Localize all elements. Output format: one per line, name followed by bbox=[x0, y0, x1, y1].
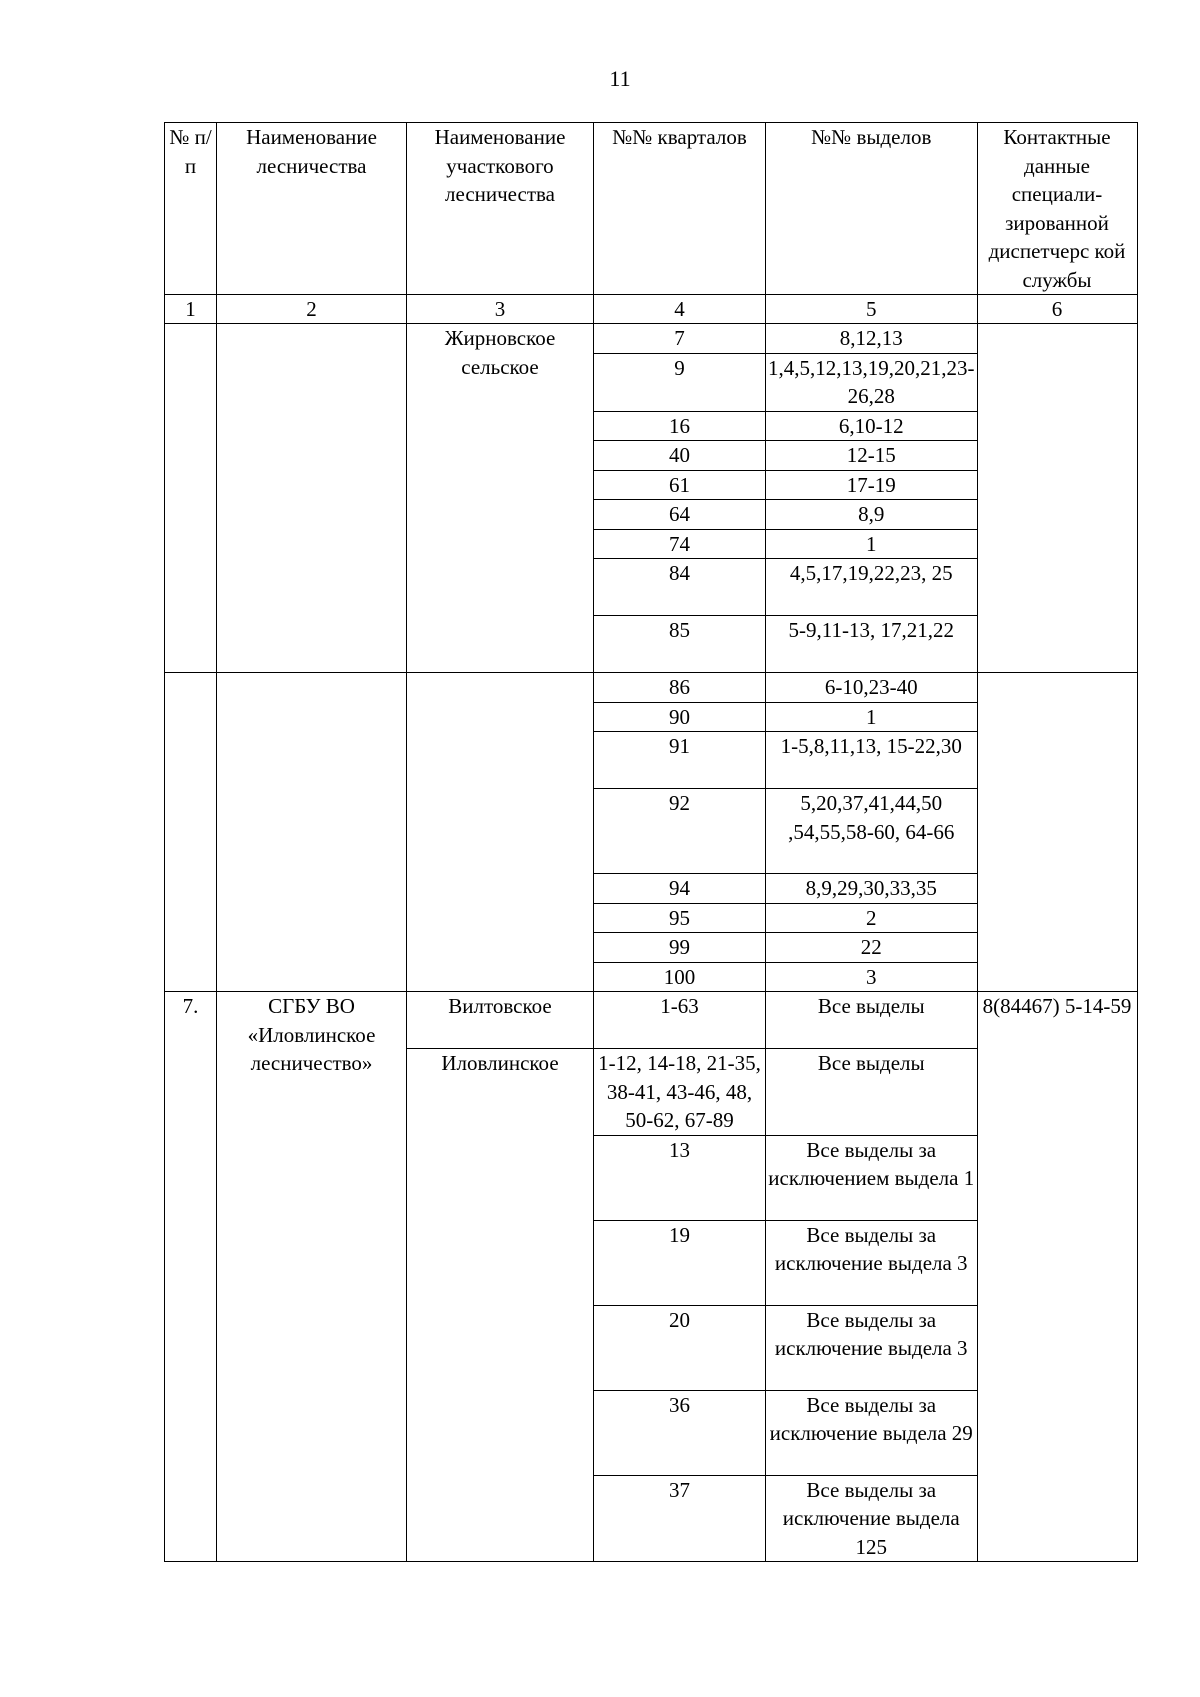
quarter-number: 100 bbox=[594, 962, 766, 992]
header-district: Наименование участкового лесничества bbox=[407, 123, 594, 295]
forestry-table bbox=[164, 122, 1138, 1562]
plot-numbers: 4,5,17,19,22,23, 25 bbox=[766, 559, 978, 616]
header-num: № п/п bbox=[165, 123, 217, 295]
column-number: 5 bbox=[766, 295, 978, 324]
empty-cell bbox=[217, 324, 407, 673]
quarter-number: 9 bbox=[594, 353, 766, 411]
quarter-number: 90 bbox=[594, 702, 766, 732]
empty-cell bbox=[165, 324, 217, 673]
header-plots: №№ выделов bbox=[766, 123, 978, 295]
table-row bbox=[165, 673, 1138, 703]
quarter-number: 99 bbox=[594, 933, 766, 963]
plot-numbers: 22 bbox=[766, 933, 978, 963]
plot-numbers: 1-5,8,11,13, 15-22,30 bbox=[766, 732, 978, 789]
quarter-number: 40 bbox=[594, 441, 766, 471]
empty-cell bbox=[217, 673, 407, 992]
header-contacts: Контактные данные специали-зированной диспетчерс кой службы bbox=[977, 123, 1137, 295]
plot-numbers: 6-10,23-40 bbox=[766, 673, 978, 703]
column-number: 1 bbox=[165, 295, 217, 324]
quarter-number: 74 bbox=[594, 529, 766, 559]
plot-numbers: 1 bbox=[766, 702, 978, 732]
header-forestry: Наименование лесничества bbox=[217, 123, 407, 295]
plot-numbers: 1,4,5,12,13,19,20,21,23-26,28 bbox=[766, 353, 978, 411]
quarter-number: 85 bbox=[594, 616, 766, 673]
column-number: 2 bbox=[217, 295, 407, 324]
quarter-number: 84 bbox=[594, 559, 766, 616]
header-quarters: №№ кварталов bbox=[594, 123, 766, 295]
plot-numbers: 12-15 bbox=[766, 441, 978, 471]
empty-cell bbox=[407, 673, 594, 992]
plot-numbers: 17-19 bbox=[766, 470, 978, 500]
column-number: 4 bbox=[594, 295, 766, 324]
header-row bbox=[165, 123, 1138, 295]
quarter-number: 37 bbox=[594, 1475, 766, 1562]
row-number: 7. bbox=[165, 992, 217, 1562]
plot-numbers: Все выделы за исключение выдела 3 bbox=[766, 1220, 978, 1305]
plot-numbers: 8,9,29,30,33,35 bbox=[766, 874, 978, 904]
plot-numbers: 5-9,11-13, 17,21,22 bbox=[766, 616, 978, 673]
page-number: 11 bbox=[609, 66, 631, 91]
contact-info: 8(84467) 5-14-59 bbox=[977, 992, 1137, 1562]
plot-numbers: 2 bbox=[766, 903, 978, 933]
quarter-number: 36 bbox=[594, 1390, 766, 1475]
quarter-number: 13 bbox=[594, 1135, 766, 1220]
plot-numbers: Все выделы за исключение выдела 3 bbox=[766, 1305, 978, 1390]
plot-numbers: Все выделы за исключением выдела 1 bbox=[766, 1135, 978, 1220]
quarter-number: 92 bbox=[594, 789, 766, 874]
column-number: 3 bbox=[407, 295, 594, 324]
plot-numbers: 6,10-12 bbox=[766, 411, 978, 441]
quarter-number: 1-12, 14-18, 21-35, 38-41, 43-46, 48, 50-62, 67-89 bbox=[594, 1049, 766, 1136]
quarter-number: 20 bbox=[594, 1305, 766, 1390]
empty-cell bbox=[977, 324, 1137, 673]
column-number-row bbox=[165, 295, 1138, 324]
quarter-number: 19 bbox=[594, 1220, 766, 1305]
column-number: 6 bbox=[977, 295, 1137, 324]
plot-numbers: 5,20,37,41,44,50 ,54,55,58-60, 64-66 bbox=[766, 789, 978, 874]
quarter-number: 1-63 bbox=[594, 992, 766, 1049]
district-name: Вилтовское bbox=[407, 992, 594, 1049]
empty-cell bbox=[977, 673, 1137, 992]
quarter-number: 94 bbox=[594, 874, 766, 904]
quarter-number: 91 bbox=[594, 732, 766, 789]
quarter-number: 95 bbox=[594, 903, 766, 933]
plot-numbers: 8,9 bbox=[766, 500, 978, 530]
quarter-number: 61 bbox=[594, 470, 766, 500]
empty-cell bbox=[165, 673, 217, 992]
table-row bbox=[165, 992, 1138, 1049]
quarter-number: 64 bbox=[594, 500, 766, 530]
table-row bbox=[165, 324, 1138, 354]
forestry-name: СГБУ ВО «Иловлинское лесничество» bbox=[217, 992, 407, 1562]
quarter-number: 86 bbox=[594, 673, 766, 703]
quarter-number: 7 bbox=[594, 324, 766, 354]
plot-numbers: Все выделы bbox=[766, 1049, 978, 1136]
plot-numbers: Все выделы bbox=[766, 992, 978, 1049]
plot-numbers: Все выделы за исключение выдела 125 bbox=[766, 1475, 978, 1562]
district-name: Иловлинское bbox=[407, 1049, 594, 1562]
plot-numbers: Все выделы за исключение выдела 29 bbox=[766, 1390, 978, 1475]
district-name: Жирновское сельское bbox=[407, 324, 594, 673]
plot-numbers: 1 bbox=[766, 529, 978, 559]
quarter-number: 16 bbox=[594, 411, 766, 441]
plot-numbers: 3 bbox=[766, 962, 978, 992]
plot-numbers: 8,12,13 bbox=[766, 324, 978, 354]
